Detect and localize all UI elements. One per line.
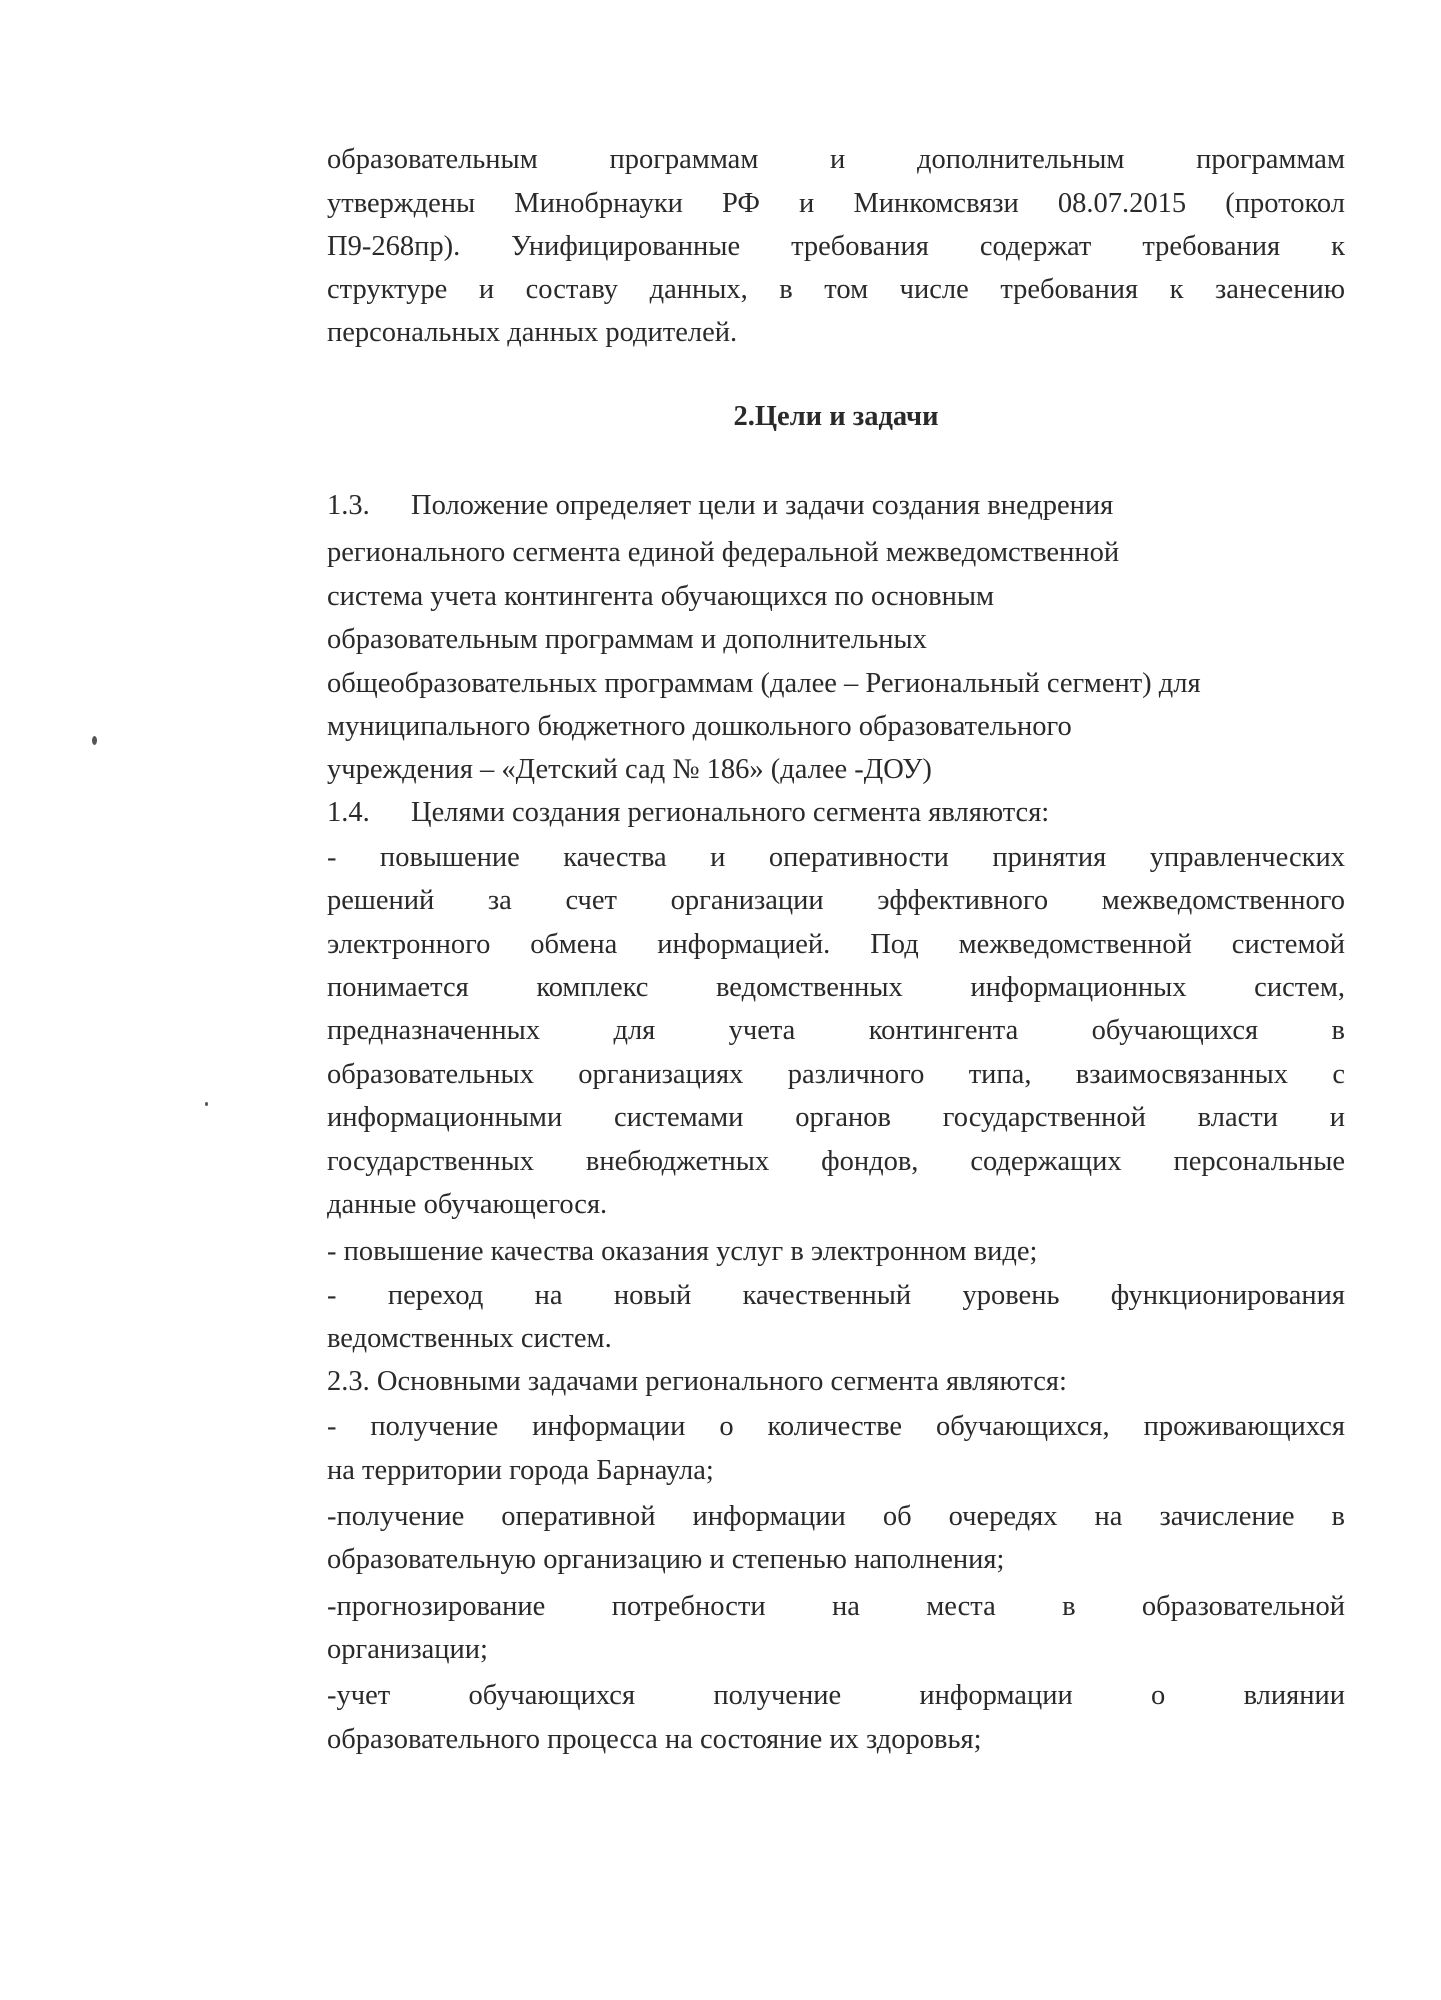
item-1-4-number: 1.4. xyxy=(327,797,370,828)
goals-line: информационными системами органов государственной власти и xyxy=(327,1102,1345,1133)
intro-line-3: П9-268пр). Унифицированные требования содержат требования к xyxy=(327,231,1345,262)
item-1-4-line xyxy=(327,793,1345,833)
goals-line: государственных внебюджетных фондов, содержащих персональные xyxy=(327,1146,1345,1177)
tasks-line: -прогнозирование потребности на места в образовательной xyxy=(327,1591,1345,1622)
item-1-3-line: образовательным программам и дополнительных xyxy=(327,624,927,655)
scan-speck xyxy=(92,736,97,745)
goals-line: понимается комплекс ведомственных информационных систем, xyxy=(327,972,1345,1003)
tasks-line: образовательного процесса на состояние их здоровья; xyxy=(327,1724,982,1755)
tasks-line: на территории города Барнаула; xyxy=(327,1455,714,1486)
item-1-3-first-line xyxy=(327,486,1345,526)
item-1-3-number: 1.3. xyxy=(327,490,370,521)
item-1-3-line: система учета контингента обучающихся по основным xyxy=(327,581,995,612)
item-1-3-line: регионального сегмента единой федеральной межведомственной xyxy=(327,537,1120,568)
tasks-line: -получение оперативной информации об очередях на зачисление в xyxy=(327,1501,1345,1532)
goals-line: ведомственных систем. xyxy=(327,1323,612,1354)
goals-line: - переход на новый качественный уровень функционирования xyxy=(327,1280,1345,1311)
tasks-line: образовательную организацию и степенью наполнения; xyxy=(327,1544,1005,1575)
goals-line: - повышение качества и оперативности принятия управленческих xyxy=(327,842,1345,873)
goals-line: - повышение качества оказания услуг в электронном виде; xyxy=(327,1236,1038,1267)
section-heading: 2.Цели и задачи xyxy=(733,401,939,432)
item-1-3-line: общеобразовательных программам (далее – Региональный сегмент) для xyxy=(327,668,1201,699)
tasks-line: -учет обучающихся получение информации о влиянии xyxy=(327,1680,1345,1711)
item-1-3-line: муниципального бюджетного дошкольного образовательного xyxy=(327,711,1072,742)
goals-line: электронного обмена информацией. Под межведомственной системой xyxy=(327,929,1345,960)
goals-line: образовательных организациях различного типа, взаимосвязанных с xyxy=(327,1059,1345,1090)
intro-line-5: персональных данных родителей. xyxy=(327,317,738,348)
item-1-3-line: учреждения – «Детский сад № 186» (далее -ДОУ) xyxy=(327,754,932,785)
intro-line-4: структуре и составу данных, в том числе требования к занесению xyxy=(327,274,1345,305)
tasks-line: - получение информации о количестве обучающихся, проживающихся xyxy=(327,1411,1345,1442)
goals-line: предназначенных для учета контингента обучающихся в xyxy=(327,1015,1345,1046)
item-1-4-text: Целями создания регионального сегмента являются: xyxy=(411,797,1050,828)
goals-line: решений за счет организации эффективного межведомственного xyxy=(327,885,1345,916)
item-2-3-line: 2.3. Основными задачами регионального сегмента являются: xyxy=(327,1366,1067,1397)
tasks-line: организации; xyxy=(327,1634,488,1665)
scan-speck xyxy=(205,1102,208,1106)
intro-line-1: образовательным программам и дополнительным программам xyxy=(327,144,1345,175)
intro-line-2: утверждены Минобрнауки РФ и Минкомсвязи 08.07.2015 (протокол xyxy=(327,188,1345,219)
goals-line: данные обучающегося. xyxy=(327,1189,608,1220)
item-1-3-text: Положение определяет цели и задачи создания внедрения xyxy=(411,490,1114,521)
